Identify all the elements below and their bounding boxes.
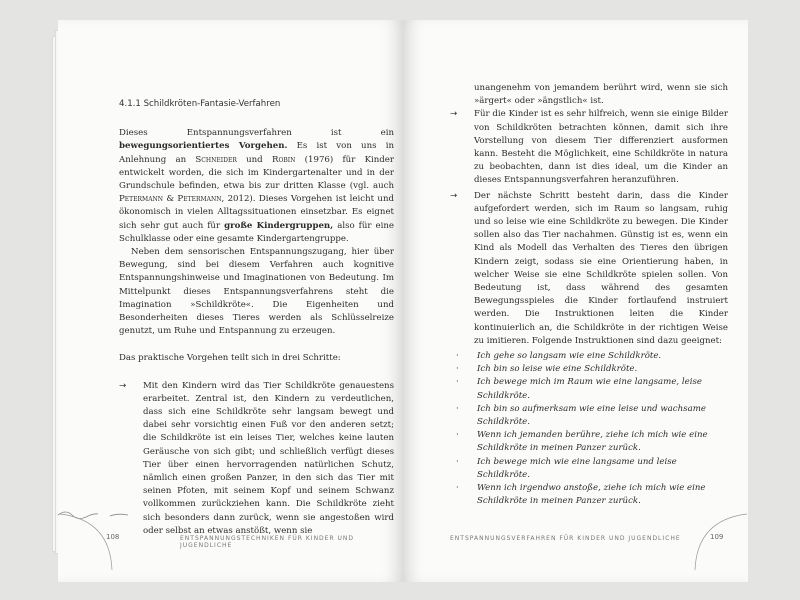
arrow-icon: → [450,190,458,201]
bullet-icon: · [456,377,459,388]
step-2-text: Für die Kinder ist es sehr hilfreich, wenn sie einige Bilder von Schildkröten betrachten können, damit sich ihre Vorstellung von diesem Tier differenziert ausformen kann. Besteht die Möglichkeit, eine Schildkröte in natura zu beobachten, dann ist dies ideal, um die Kinder an dieses Entspannungsverfahren heranzuführen. [474,109,728,186]
arrow-icon: → [119,380,127,391]
running-footer: ENTSPANNUNGSVERFAHREN FÜR KINDER UND JUGENDLICHE [450,535,681,542]
open-book [58,20,748,582]
bullet-icon: · [456,483,459,494]
text-run: , 2012). Dieses Vorgehen ist leicht und ökonomisch in vielen Alltagssituationen einsetzbar. Es eignet sich sehr gut auch für [119,194,394,231]
instruction-item: · Ich bewege mich im Raum wie eine langsame, leise Schildkröte. [456,377,702,401]
section-heading: 4.1.1 Schildkröten-Fantasie-Verfahren [119,99,281,109]
text-run: also für eine Schulklasse oder eine gesamte Kindergartengruppe. [119,220,394,244]
left-page [58,20,403,582]
right-page-text [450,82,728,509]
author-name: Petermann & Petermann [119,194,222,205]
right-page [403,20,748,582]
bullet-icon: · [456,456,459,467]
bullet-icon: · [456,351,459,362]
text-run: Es ist von uns in Anlehnung an [119,141,394,165]
text-run: und [236,154,272,165]
instruction-item: · Ich gehe so langsam wie eine Schildkröte. [450,350,728,363]
instruction-item: · Ich bin so leise wie eine Schildkröte. [450,363,728,376]
instruction-item: · Wenn ich irgendwo anstoße, ziehe ich mich wie eine Schildkröte in meinen Panzer zurück. [456,483,706,507]
step-3-text: Der nächste Schritt besteht darin, dass die Kinder aufgefordert werden, sich im Raum so langsam, ruhig und so leise wie eine Schildkröte zu bewegen. Die Kinder sollen also das Tier nachahmen. Günstig ist es, wenn ein Kind als Modell das Verhalten des Tieres den übrigen Kindern zeigt, sodass sie eine Orientierung haben, in welcher Weise sie eine Schildkröte spielen sollen. Von Bedeutung ist, dass während des gesamten Bewegungsspieles die Kinder fortlaufend instruiert werden. Die Instruktionen leiten die Kinder kontinuierlich an, die Schildkröte in der richtigen Weise zu imitieren. Folgende Instruktionen sind dazu geeignet: [474,190,728,346]
left-page-text [119,98,394,540]
text-run: Dieses Entspannungsverfahren ist ein [119,128,394,139]
arrow-icon: → [450,109,458,120]
continued-text: unangenehm von jemandem berührt wird, wenn sie sich »ärgert« oder »ängstlich« ist. [474,83,728,107]
instruction-list [450,350,728,508]
bullet-icon: · [456,403,459,414]
paragraph-imagination: Neben dem sensorischen Entspannungszugang, hier über Bewegung, sind bei diesem Verfahren auch kognitive Entspannungshinweise und Imaginationen von Bedeutung. Im Mittelpunkt dieses Entspannungsverfahrens steht die Imagination »Schildkröte«. Die Eigenheiten und Besonderheiten dieses Tieres werden als Schlüsselreize genutzt, um Ruhe und Entspannung zu erzeugen. [119,247,394,337]
page-number: 108 [106,533,120,541]
step-3-item [450,190,728,348]
bullet-icon: · [456,430,459,441]
instruction-item: · Ich bin so aufmerksam wie eine leise und wachsame Schildkröte. [456,403,706,428]
step-1-text: Mit den Kindern wird das Tier Schildkröte genauestens erarbeitet. Zentral ist, den Kindern zu verdeutlichen, dass sich eine Schildkröte sehr langsam bewegt und dabei sehr vorsichtig einen Fuß vor den anderen setzt; die Schildkröte ist ein leises Tier, welches keine lauten Geräusche von sich gibt; und schließlich verfügt dieses Tier über einen hervorragenden natürlichen Schutz, nämlich einen großen Panzer, in den sich das Tier mit seinen Pfoten, mit seinem Kopf und seinem Schwanz vollkommen zurückziehen kann. Die Schildkröte zieht sich besonders dann zurück, wenn sie angestoßen wird oder selbst an etwas anstößt, wenn sie [143,380,394,536]
author-name: Schneider [195,154,237,165]
bold-term: bewegungsorientiertes Vorgehen. [119,141,288,152]
author-name: Robin [271,154,296,165]
text-run: (1976) für Kinder entwickelt worden, die sich im Kindergartenalter und in der Grundschule befinden, etwa bis zur dritten Klasse (vgl. auch [119,154,394,192]
bold-term: große Kindergruppen, [224,220,334,231]
step-2-item [450,108,728,187]
step-1-item [119,380,394,538]
instruction-item: · Wenn ich jemanden berühre, ziehe ich mich wie eine Schildkröte in meinen Panzer zurück. [456,430,708,454]
paragraph-steps-intro: Das praktische Vorgehen teilt sich in drei Schritte: [119,353,341,364]
bullet-icon: · [456,364,459,375]
page-corner-arc-icon [58,510,128,582]
instruction-item: · Ich bewege mich wie eine langsame und leise Schildkröte. [456,456,677,480]
running-footer: ENTSPANNUNGSTECHNIKEN FÜR KINDER UND JUGENDLICHE [180,535,355,549]
page-number: 109 [710,533,724,541]
page-corner-arc-icon [683,510,748,582]
intro-paragraph [119,127,394,246]
